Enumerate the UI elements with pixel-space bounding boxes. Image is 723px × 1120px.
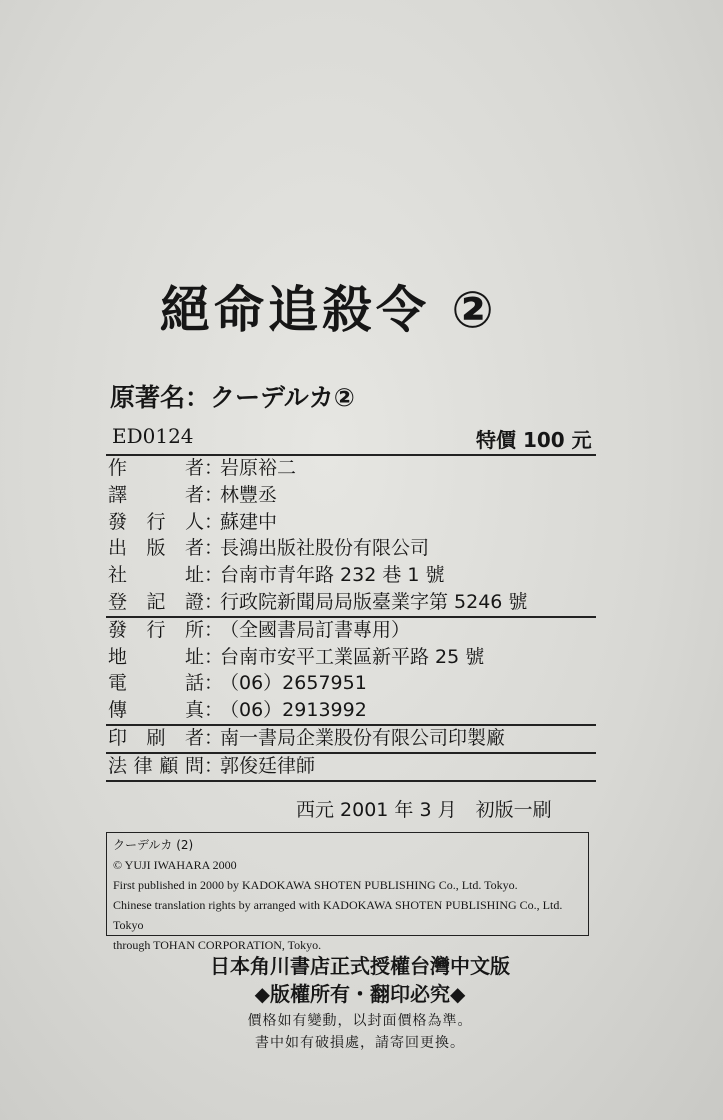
book-title: 絕命追殺令 ② xyxy=(160,281,498,339)
info-row-distributor: 發 行 所 ： （全國書局訂書專用） xyxy=(106,618,596,645)
info-label: 社 址 xyxy=(108,564,204,587)
info-row-issuer: 發 行 人 ： 蘇建中 xyxy=(106,510,596,537)
rights-reserved: ◆版權所有・翻印必究◆ xyxy=(254,982,466,1006)
publication-info-table xyxy=(106,454,596,782)
damage-notice: 書中如有破損處，請寄回更換。 xyxy=(255,1035,465,1051)
copyright-original-title: クーデルカ (2) xyxy=(113,838,194,852)
info-label: 登 記 證 xyxy=(108,590,204,613)
info-row-address: 地 址 ： 台南市安平工業區新平路 25 號 xyxy=(106,645,596,672)
info-value: 長鴻出版社股份有限公司 xyxy=(220,537,430,560)
agency-line: through TOHAN CORPORATION, Tokyo. xyxy=(113,938,322,952)
translation-rights-line: Chinese translation rights by arranged with KADOKAWA SHOTEN PUBLISHING Co., Ltd. Tokyo xyxy=(113,898,563,932)
copyright-notice: © YUJI IWAHARA 2000 xyxy=(113,858,237,872)
license-statement: 日本角川書店正式授權台灣中文版 xyxy=(210,954,510,978)
info-row-author: 作 者 ： 岩原裕二 xyxy=(106,456,596,483)
info-value: 行政院新聞局局版臺業字第 5246 號 xyxy=(220,590,528,613)
info-row-office-address: 社 址 ： 台南市青年路 232 巷 1 號 xyxy=(106,563,596,590)
info-label: 法 律 顧 問 xyxy=(108,754,204,777)
info-row-translator: 譯 者 ： 林豐丞 xyxy=(106,483,596,510)
info-label: 出 版 者 xyxy=(108,537,204,560)
info-value: （06）2913992 xyxy=(220,699,367,722)
info-value: 郭俊廷律師 xyxy=(220,754,316,777)
info-label: 地 址 xyxy=(108,645,204,668)
info-row-printer: 印 刷 者 ： 南一書局企業股份有限公司印製廠 xyxy=(106,726,596,754)
info-row-registration: 登 記 證 ： 行政院新聞局局版臺業字第 5246 號 xyxy=(106,590,596,618)
info-label: 發 行 人 xyxy=(108,510,204,533)
info-label: 傳 真 xyxy=(108,699,204,722)
info-value: （06）2657951 xyxy=(220,672,367,695)
info-label: 印 刷 者 xyxy=(108,726,204,749)
first-published-line: First published in 2000 by KADOKAWA SHOTEN PUBLISHING Co., Ltd. Tokyo. xyxy=(113,878,518,892)
info-label: 譯 者 xyxy=(108,483,204,506)
info-row-fax: 傳 真 ： （06）2913992 xyxy=(106,698,596,726)
info-row-legal-counsel: 法 律 顧 問 ： 郭俊廷律師 xyxy=(106,754,596,782)
info-value: 台南市青年路 232 巷 1 號 xyxy=(220,564,445,587)
info-value: 林豐丞 xyxy=(220,483,278,506)
info-row-publisher: 出 版 者 ： 長鴻出版社股份有限公司 xyxy=(106,536,596,563)
price-label: 特價 100 元 xyxy=(476,428,592,452)
info-row-phone: 電 話 ： （06）2657951 xyxy=(106,671,596,698)
info-value: 岩原裕二 xyxy=(220,457,297,479)
info-label: 作 者 xyxy=(108,457,204,479)
info-value: 南一書局企業股份有限公司印製廠 xyxy=(220,726,506,749)
product-code: ED0124 xyxy=(112,424,194,448)
info-label: 電 話 xyxy=(108,672,204,695)
edition-date: 西元 2001 年 3 月 初版一刷 xyxy=(296,799,552,821)
info-label: 發 行 所 xyxy=(108,618,204,641)
copyright-box xyxy=(106,832,589,952)
info-value: （全國書局訂書專用） xyxy=(220,618,411,641)
original-title: 原著名：クーデルカ② xyxy=(110,383,355,412)
info-value: 蘇建中 xyxy=(220,510,278,533)
price-notice: 價格如有變動，以封面價格為準。 xyxy=(247,1013,473,1029)
info-value: 台南市安平工業區新平路 25 號 xyxy=(220,645,485,668)
